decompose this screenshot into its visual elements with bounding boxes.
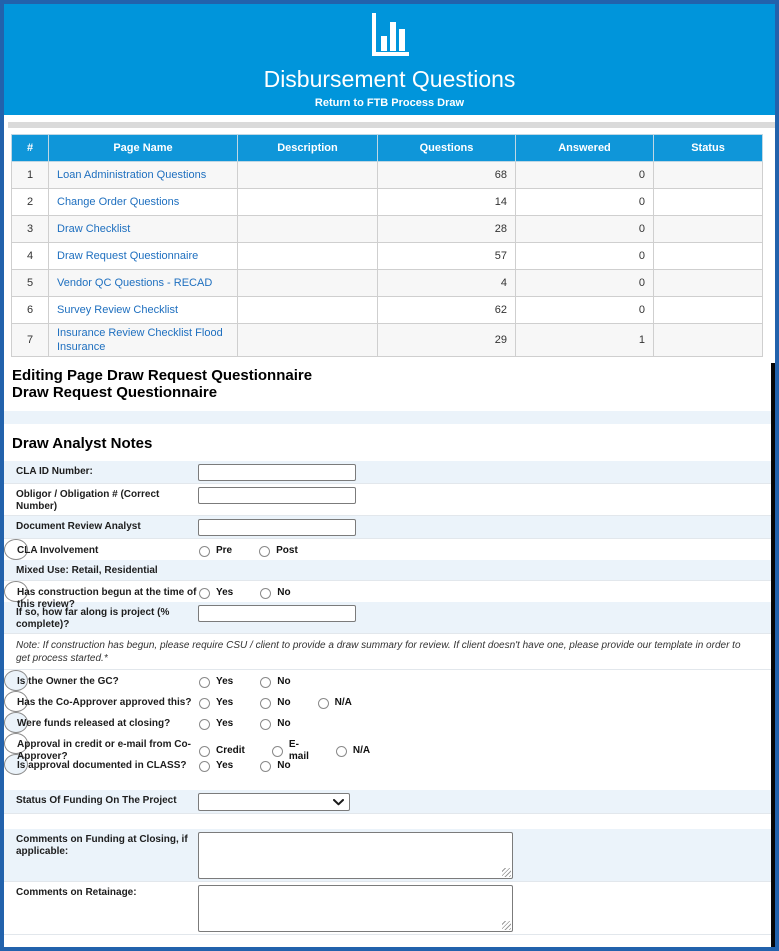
- form-row-were-funds-released-at-closing: [4, 712, 291, 733]
- column-header-status: Status: [654, 135, 763, 162]
- form-row-status-of-funding-on-the-project: [4, 790, 771, 814]
- radio-label: Yes: [216, 718, 234, 729]
- comments-on-funding-at-closing-if-applicable-textarea[interactable]: [198, 832, 513, 879]
- status-of-funding-on-the-project-select[interactable]: [198, 793, 350, 811]
- form-row-if-so-how-far-along-is-project-complete: [4, 602, 771, 634]
- cla-id-number-input[interactable]: [198, 464, 356, 481]
- field-control: [198, 487, 761, 504]
- cell-description: [238, 216, 378, 243]
- radio-label: Post: [276, 545, 298, 556]
- radio-option-no: [260, 676, 290, 688]
- field-control: [199, 543, 325, 557]
- radio-group: [199, 695, 379, 709]
- pages-table-section: [4, 128, 775, 363]
- field-label: Is approval documented in CLASS?: [17, 760, 187, 771]
- table-row: [12, 270, 763, 297]
- column-header-description: Description: [238, 135, 378, 162]
- cell-status: [654, 243, 763, 270]
- pages-table: [11, 134, 763, 357]
- if-so-how-far-along-is-project-complete-input[interactable]: [198, 605, 356, 622]
- radio-label: Credit: [216, 745, 245, 756]
- cell-: 4: [12, 243, 49, 270]
- radio-option-post: [259, 545, 298, 557]
- page-link-vendor-qc-questions-recad[interactable]: Vendor QC Questions - RECAD: [57, 277, 213, 289]
- field-control: [199, 758, 318, 772]
- column-header-questions: Questions: [378, 135, 516, 162]
- field-control: [198, 793, 761, 811]
- cell-status: [654, 216, 763, 243]
- form-row-cla-id-number: [4, 461, 771, 484]
- cell-questions: 4: [378, 270, 516, 297]
- table-row: [12, 297, 763, 324]
- field-label: CLA ID Number:: [16, 466, 93, 477]
- cell-page-name: [49, 324, 238, 357]
- radio-option-yes: [199, 760, 233, 772]
- question-form: [4, 461, 771, 935]
- chevron-down-icon: [333, 793, 344, 811]
- radio-option-credit: [199, 745, 245, 757]
- is-approval-documented-in-class-no-radio[interactable]: [260, 761, 271, 772]
- field-label: Status Of Funding On The Project: [16, 795, 177, 806]
- field-control: [198, 605, 761, 622]
- page-link-insurance-review-checklist-flood-insurance[interactable]: Insurance Review Checklist Flood Insurance: [57, 327, 223, 353]
- cell-: 1: [12, 162, 49, 189]
- cell-description: [238, 324, 378, 357]
- field-control: [198, 519, 761, 536]
- page-link-draw-request-questionnaire[interactable]: Draw Request Questionnaire: [57, 250, 199, 262]
- page-link-survey-review-checklist[interactable]: Survey Review Checklist: [57, 304, 179, 316]
- radio-option-yes: [199, 718, 233, 730]
- cell-status: [654, 324, 763, 357]
- cell-page-name: [49, 297, 238, 324]
- cell-description: [238, 270, 378, 297]
- field-control: [199, 674, 318, 688]
- form-row-approval-in-credit-or-e-mail-from-co-approver: [4, 733, 371, 762]
- cla-involvement-pre-radio[interactable]: [199, 546, 210, 557]
- has-construction-begun-at-the-time-of-this-review-yes-radio[interactable]: [199, 588, 210, 599]
- form-row-mixed-use-retail-residential: [4, 560, 771, 581]
- section-title: Draw Analyst Notes: [12, 435, 153, 452]
- editing-section: [4, 363, 775, 947]
- field-control: [199, 716, 318, 730]
- textarea-wrap: [198, 832, 513, 879]
- radio-option-no: [260, 587, 290, 599]
- form-row-has-construction-begun-at-the-time-of-this-review: [4, 581, 291, 610]
- radio-option-n-a: [336, 745, 370, 757]
- radio-label: Yes: [216, 697, 234, 708]
- blue-band: [4, 411, 771, 424]
- radio-label: E-mail: [288, 739, 309, 762]
- cell-questions: 57: [378, 243, 516, 270]
- form-row-cla-involvement: [4, 539, 298, 560]
- field-control: [198, 832, 761, 879]
- cell-: 5: [12, 270, 49, 297]
- field-control: [198, 464, 761, 481]
- cell-answered: 0: [516, 216, 654, 243]
- pages-table-header-row: [12, 135, 763, 162]
- cell-status: [654, 162, 763, 189]
- has-the-co-approver-approved-this-yes-radio[interactable]: [199, 698, 210, 709]
- field-label: If so, how far along is project (% complete)?: [16, 607, 170, 630]
- cell-answered: 0: [516, 270, 654, 297]
- field-control: [199, 695, 379, 709]
- has-construction-begun-at-the-time-of-this-review-no-radio[interactable]: [260, 588, 271, 599]
- radio-label: No: [277, 587, 291, 598]
- radio-group: [199, 543, 325, 557]
- cell-questions: 62: [378, 297, 516, 324]
- radio-label: Pre: [216, 545, 233, 556]
- column-header-num: #: [12, 135, 49, 162]
- table-row: [12, 189, 763, 216]
- radio-option-no: [260, 760, 290, 772]
- field-label: Has the Co-Approver approved this?: [17, 697, 192, 708]
- cell-: 6: [12, 297, 49, 324]
- cell-questions: 14: [378, 189, 516, 216]
- cell-: 2: [12, 189, 49, 216]
- radio-group: [199, 674, 318, 688]
- table-row: [12, 216, 763, 243]
- field-control: [198, 885, 761, 932]
- form-row-comments-on-retainage: [4, 882, 771, 935]
- form-row-is-the-owner-the-gc: [4, 670, 291, 691]
- page-link-loan-administration-questions[interactable]: Loan Administration Questions: [57, 169, 207, 181]
- editing-heading: Editing Page Draw Request Questionnaire: [12, 367, 313, 384]
- cell-: 3: [12, 216, 49, 243]
- column-header-page-name: Page Name: [49, 135, 238, 162]
- table-row: [12, 243, 763, 270]
- cell-page-name: [49, 162, 238, 189]
- radio-option-yes: [199, 676, 233, 688]
- page-link-draw-checklist[interactable]: Draw Checklist: [57, 223, 131, 235]
- comments-on-retainage-textarea[interactable]: [198, 885, 513, 932]
- field-label: Document Review Analyst: [16, 521, 141, 532]
- field-label: Is the Owner the GC?: [17, 676, 119, 687]
- cell-page-name: [49, 216, 238, 243]
- approval-in-credit-or-e-mail-from-co-approver-n-a-radio[interactable]: [336, 746, 347, 757]
- field-label: Were funds released at closing?: [17, 718, 171, 729]
- radio-label: Yes: [216, 760, 234, 771]
- cell-: 7: [12, 324, 49, 357]
- radio-label: N/A: [352, 745, 371, 756]
- cell-answered: 0: [516, 162, 654, 189]
- note-text: Note: If construction has begun, please require CSU / client to provide a draw summary for review. If client doesn't have one, please provide our template in order to get process started.*: [16, 640, 741, 664]
- radio-label: Yes: [216, 676, 234, 687]
- is-the-owner-the-gc-no-radio[interactable]: [260, 677, 271, 688]
- has-the-co-approver-approved-this-n-a-radio[interactable]: [318, 698, 329, 709]
- radio-label: No: [277, 697, 291, 708]
- questionnaire-heading: Draw Request Questionnaire: [12, 384, 218, 401]
- cell-questions: 68: [378, 162, 516, 189]
- cell-questions: 28: [378, 216, 516, 243]
- radio-option-pre: [199, 545, 232, 557]
- form-row-comments-on-funding-at-closing-if-applicable: [4, 829, 771, 882]
- table-row: [12, 162, 763, 189]
- radio-option-yes: [199, 587, 233, 599]
- cell-description: [238, 162, 378, 189]
- form-row-note: [4, 634, 771, 670]
- field-label: Obligor / Obligation # (Correct Number): [16, 489, 160, 512]
- field-label: Comments on Retainage:: [16, 887, 137, 898]
- radio-option-no: [260, 697, 290, 709]
- field-label: Has construction begun at the time of this review?: [17, 587, 197, 610]
- field-control: [199, 585, 318, 599]
- page-link-change-order-questions[interactable]: Change Order Questions: [57, 196, 180, 208]
- cla-involvement-post-radio[interactable]: [259, 546, 270, 557]
- is-the-owner-the-gc-yes-radio[interactable]: [199, 677, 210, 688]
- cell-answered: 0: [516, 189, 654, 216]
- were-funds-released-at-closing-yes-radio[interactable]: [199, 719, 210, 730]
- document-review-analyst-input[interactable]: [198, 519, 356, 536]
- form-row-has-the-co-approver-approved-this: [4, 691, 352, 712]
- cell-description: [238, 243, 378, 270]
- cell-questions: 29: [378, 324, 516, 357]
- radio-label: No: [277, 718, 291, 729]
- cell-page-name: [49, 243, 238, 270]
- return-to-ftb-link[interactable]: Return to FTB Process Draw: [314, 97, 465, 109]
- cell-answered: 0: [516, 243, 654, 270]
- page-title: Disbursement Questions: [263, 66, 516, 92]
- cell-page-name: [49, 270, 238, 297]
- radio-group: [199, 716, 318, 730]
- cell-answered: 0: [516, 297, 654, 324]
- spacer-row: [4, 814, 771, 829]
- bar-chart-icon: [370, 12, 410, 63]
- radio-label: No: [277, 676, 291, 687]
- table-row: [12, 324, 763, 357]
- cell-page-name: [49, 189, 238, 216]
- is-approval-documented-in-class-yes-radio[interactable]: [199, 761, 210, 772]
- cell-status: [654, 189, 763, 216]
- field-label: CLA Involvement: [17, 545, 99, 556]
- form-row-document-review-analyst: [4, 516, 771, 539]
- field-label: Comments on Funding at Closing, if applicable:: [16, 834, 188, 857]
- approval-in-credit-or-e-mail-from-co-approver-credit-radio[interactable]: [199, 746, 210, 757]
- cell-status: [654, 270, 763, 297]
- radio-option-no: [260, 718, 290, 730]
- radio-option-yes: [199, 697, 233, 709]
- form-row-is-approval-documented-in-class: [4, 754, 291, 775]
- column-header-answered: Answered: [516, 135, 654, 162]
- has-the-co-approver-approved-this-no-radio[interactable]: [260, 698, 271, 709]
- cell-answered: 1: [516, 324, 654, 357]
- spacer-row: [4, 775, 771, 790]
- textarea-wrap: [198, 885, 513, 932]
- cell-description: [238, 189, 378, 216]
- radio-label: No: [277, 760, 291, 771]
- obligor-obligation-correct-number-input[interactable]: [198, 487, 356, 504]
- radio-group: [199, 585, 318, 599]
- form-row-obligor-obligation-correct-number: [4, 484, 771, 516]
- radio-label: N/A: [334, 697, 352, 708]
- radio-label: Yes: [216, 587, 234, 598]
- cell-description: [238, 297, 378, 324]
- radio-option-n-a: [318, 697, 352, 709]
- app-header: [4, 4, 775, 115]
- approval-in-credit-or-e-mail-from-co-approver-e-mail-radio[interactable]: [272, 746, 283, 757]
- field-label: Approval in credit or e-mail from Co-Approver?: [17, 739, 191, 762]
- cell-status: [654, 297, 763, 324]
- field-label: Mixed Use: Retail, Residential: [16, 565, 158, 576]
- were-funds-released-at-closing-no-radio[interactable]: [260, 719, 271, 730]
- radio-group: [199, 758, 318, 772]
